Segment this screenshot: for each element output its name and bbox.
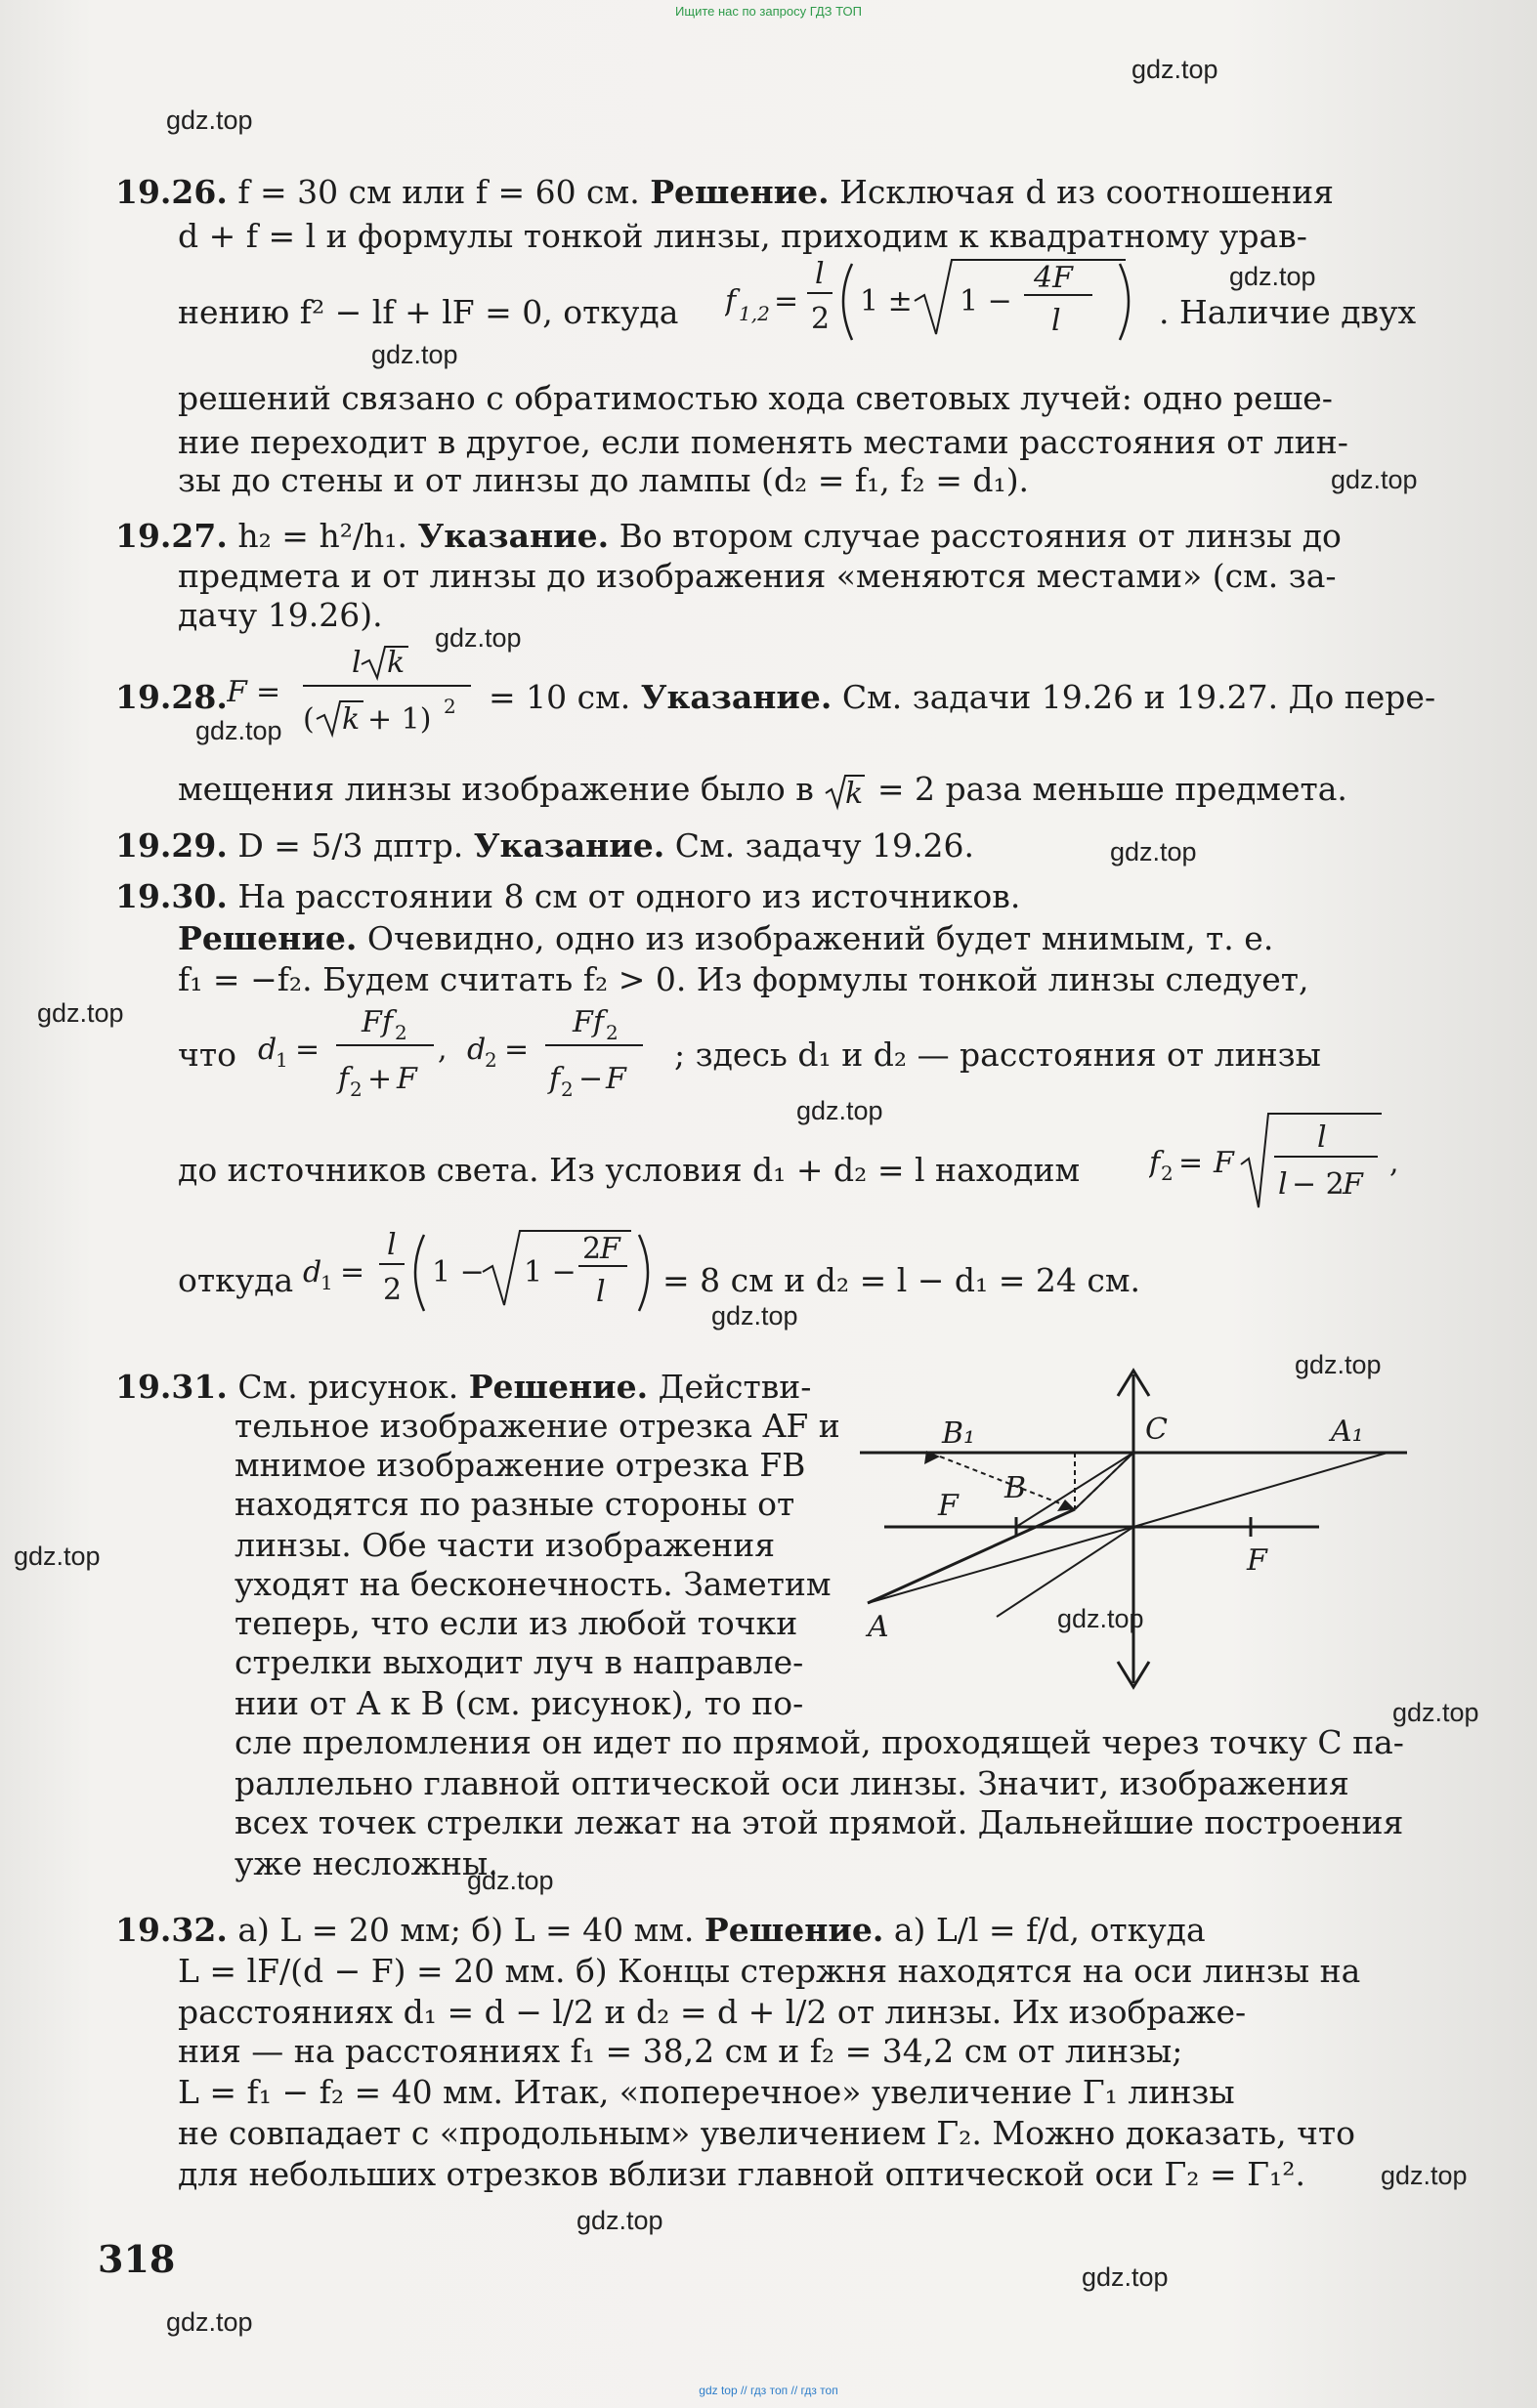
problem-19-27-line-1	[115, 517, 1342, 556]
top-banner[interactable]: Ищите нас по запросу ГДЗ ТОП	[675, 4, 862, 19]
problem-19-26-line-2: d + f = l и формулы тонкой линзы, приходим к квадратному урав-	[178, 217, 1307, 255]
watermark: gdz.top	[1392, 1698, 1479, 1727]
formula-glyph: =	[1178, 1146, 1204, 1180]
problem-19-26-line-3a: нению f² − lf + lF = 0, откуда	[178, 293, 679, 331]
formula-glyph: 2	[444, 695, 456, 718]
watermark: gdz.top	[37, 998, 124, 1028]
formula-glyph: F	[1343, 1167, 1363, 1202]
problem-19-32-line-1: L = lF/(d − F) = 20 мм. б) Концы стержня находятся на оси линзы на	[178, 1952, 1361, 1990]
problem-19-31-line-2: тельное изображение отрезка AF и	[235, 1407, 840, 1445]
formula-glyph: 2	[606, 1021, 619, 1044]
formula-glyph: F	[227, 675, 247, 709]
figure-lens-diagram	[840, 1363, 1427, 1695]
problem-19-31-line-0	[115, 1368, 811, 1407]
formula-glyph: 2	[811, 302, 831, 336]
problem-19-28-line-1	[489, 678, 1435, 717]
ray-line	[1133, 1453, 1388, 1527]
hint-label: Указание.	[640, 678, 833, 716]
formula-glyph: 1,2	[739, 302, 770, 325]
text: См. рисунок.	[237, 1368, 459, 1406]
text: Очевидно, одно из изображений будет мнимым, т. е.	[366, 919, 1274, 957]
formula-glyph: F	[1214, 1146, 1234, 1180]
problem-19-30-line-1	[178, 919, 1273, 958]
paren-right	[1120, 264, 1129, 340]
problem-19-31-line-5: линзы. Обе части изображения	[235, 1526, 776, 1564]
problem-19-31-line-13: уже несложны.	[235, 1844, 498, 1882]
watermark: gdz.top	[576, 2206, 663, 2235]
watermark: gdz.top	[195, 716, 282, 745]
formula-glyph: Ff	[362, 1005, 393, 1039]
formula-glyph: k	[342, 702, 361, 737]
problem-19-32-line-0	[115, 1911, 1206, 1950]
page-number: 318	[98, 2237, 176, 2281]
problem-19-30-line-5a: откуда	[178, 1261, 294, 1299]
watermark: gdz.top	[796, 1096, 883, 1125]
formula-glyph: 1	[276, 1048, 288, 1072]
formula-glyph: 2	[395, 1021, 407, 1044]
formula-glyph: ,	[1389, 1146, 1399, 1180]
problem-19-28-number	[115, 678, 228, 717]
formula-glyph: − 2	[1292, 1167, 1345, 1202]
equation: = 10 см.	[489, 678, 631, 716]
bottom-banner[interactable]: gdz top // гдз топ // гдз топ	[699, 2384, 838, 2397]
watermark: gdz.top	[1110, 837, 1197, 866]
formula-glyph: + 1)	[367, 702, 432, 737]
problem-number: 19.27.	[115, 517, 228, 555]
label-B: B	[1004, 1471, 1027, 1505]
problem-19-31-line-7: теперь, что если из любой точки	[235, 1604, 798, 1642]
lens-diagram-svg	[840, 1363, 1427, 1695]
problem-19-27-line-3: дачу 19.26).	[178, 596, 383, 634]
label-B1: B₁	[942, 1416, 976, 1451]
formula-glyph: k	[387, 646, 406, 680]
problem-19-30-line-3b: ; здесь d₁ и d₂ — расстояния от линзы	[674, 1035, 1321, 1074]
formula-glyph: f	[725, 284, 737, 318]
formula-glyph: 2	[561, 1077, 574, 1101]
text: Действи-	[658, 1368, 812, 1406]
problem-19-30-line-2: f₁ = −f₂. Будем считать f₂ > 0. Из формулы тонкой линзы следует,	[178, 960, 1309, 998]
formula-glyph: 1 −	[432, 1255, 485, 1289]
formula-glyph: 4F	[1034, 261, 1073, 295]
watermark: gdz.top	[1082, 2262, 1169, 2292]
label-C: C	[1145, 1413, 1168, 1447]
sqrt-k	[824, 772, 867, 811]
label-A: A	[868, 1610, 889, 1644]
label-F-left: F	[938, 1489, 959, 1523]
formula-glyph: l	[387, 1228, 397, 1262]
problem-number: 19.26.	[115, 173, 228, 211]
problem-19-31-line-6: уходят на бесконечность. Заметим	[235, 1565, 832, 1603]
paren-right	[639, 1235, 648, 1311]
hint-label: Указание.	[417, 517, 610, 555]
problem-19-26-line-6: зы до стены и от линзы до лампы (d₂ = f₁, f₂ = d₁).	[178, 461, 1030, 499]
formula-glyph: F	[600, 1232, 620, 1266]
problem-19-26-line-5: ние переходит в другое, если поменять местами расстояния от лин-	[178, 423, 1348, 461]
formula-glyph: (	[303, 702, 315, 737]
label-A1: A₁	[1331, 1415, 1364, 1449]
problem-19-26-line-1	[115, 173, 1334, 212]
formula-glyph: 1 ±	[860, 284, 913, 318]
text: На расстоянии 8 см от одного из источников.	[237, 877, 1021, 915]
formula-glyph: f	[549, 1062, 561, 1096]
solution-label: Решение.	[704, 1911, 884, 1949]
problem-19-31-line-8: стрелки выходит луч в направле-	[235, 1643, 804, 1681]
problem-19-30-line-0	[115, 877, 1020, 916]
watermark: gdz.top	[166, 106, 253, 135]
problem-19-31-line-3: мнимое изображение отрезка FB	[235, 1446, 806, 1484]
text: Исключая d из соотношения	[839, 173, 1334, 211]
problem-19-27-line-2: предмета и от линзы до изображения «меняются местами» (см. за-	[178, 557, 1337, 595]
hint-label: Указание.	[473, 826, 665, 865]
formula-glyph: l	[596, 1275, 606, 1309]
formula-glyph: 1	[320, 1271, 333, 1294]
problem-19-31-line-10: сле преломления он идет по прямой, проходящей через точку C па-	[235, 1723, 1404, 1761]
formula-d1-svg	[303, 1221, 664, 1329]
formula-glyph: l	[1317, 1120, 1327, 1155]
watermark: gdz.top	[435, 623, 522, 653]
problem-19-32-line-6: для небольших отрезков вблизи главной оптической оси Γ₂ = Γ₁².	[178, 2155, 1305, 2193]
arrowhead	[1057, 1500, 1075, 1511]
formula-d1d2-svg	[252, 1000, 682, 1108]
formula-glyph: ,	[438, 1033, 448, 1067]
problem-19-31-line-9: нии от A к B (см. рисунок), то по-	[235, 1684, 804, 1722]
watermark: gdz.top	[1381, 2161, 1468, 2190]
ray-line	[1075, 1453, 1133, 1509]
solution-label: Решение.	[650, 173, 830, 211]
watermark: gdz.top	[1229, 262, 1316, 291]
formula-glyph: 1 −	[960, 284, 1012, 318]
formula-glyph: f	[338, 1062, 350, 1096]
formula-f12	[725, 252, 1174, 350]
formula-glyph: F	[397, 1062, 417, 1096]
watermark: gdz.top	[371, 340, 458, 369]
paren-left	[843, 264, 852, 340]
paren-left	[415, 1235, 424, 1311]
watermark: gdz.top	[1131, 55, 1218, 84]
text: = 2 раза меньше предмета.	[876, 770, 1347, 808]
formula-glyph: 2	[383, 1273, 403, 1307]
problem-number: 19.28.	[115, 678, 228, 716]
formula-glyph: =	[295, 1033, 320, 1067]
watermark: gdz.top	[711, 1301, 798, 1331]
problem-19-30-line-3a: что	[178, 1035, 236, 1074]
text: См. задачи 19.26 и 19.27. До пере-	[841, 678, 1436, 716]
text: См. задачу 19.26.	[674, 826, 975, 865]
watermark: gdz.top	[14, 1542, 101, 1571]
formula-glyph: k	[845, 777, 864, 811]
watermark: gdz.top	[166, 2307, 253, 2337]
formula-glyph: 2	[582, 1232, 602, 1266]
formula-glyph: f	[1149, 1146, 1161, 1180]
sqrt-sign	[915, 260, 1126, 334]
watermark: gdz.top	[1331, 465, 1418, 494]
formula-glyph: l	[1051, 304, 1061, 338]
problem-19-32-line-5: не совпадает с «продольным» увеличением Γ₂. Можно доказать, что	[178, 2114, 1356, 2152]
problem-number: 19.29.	[115, 826, 228, 865]
formula-glyph: d	[303, 1255, 322, 1289]
formula-glyph: l	[815, 257, 825, 291]
answer: D = 5/3 дптр.	[237, 826, 464, 865]
problem-19-32-line-2: расстояниях d₁ = d − l/2 и d₂ = d + l/2 от линзы. Их изображе-	[178, 1993, 1247, 2031]
watermark: gdz.top	[467, 1866, 554, 1895]
formula-glyph: l	[352, 646, 362, 680]
answer: f = 30 см или f = 60 см.	[237, 173, 640, 211]
problem-number: 19.31.	[115, 1368, 228, 1406]
problem-19-30-line-5b: = 8 см и d₂ = l − d₁ = 24 см.	[662, 1261, 1141, 1299]
object-arrow	[868, 1509, 1075, 1603]
formula-d1-d2	[252, 1000, 682, 1108]
problem-number: 19.30.	[115, 877, 228, 915]
problem-19-32-line-4: L = f₁ − f₂ = 40 мм. Итак, «поперечное» увеличение Γ₁ линзы	[178, 2073, 1235, 2111]
formula-glyph: F	[606, 1062, 626, 1096]
formula-glyph: =	[340, 1255, 365, 1289]
solution-label: Решение.	[468, 1368, 649, 1406]
formula-glyph: =	[256, 675, 281, 709]
formula-f2	[1149, 1106, 1403, 1213]
watermark: gdz.top	[1295, 1350, 1382, 1379]
problem-19-30-line-4a: до источников света. Из условия d₁ + d₂ = l находим	[178, 1151, 1081, 1189]
formula-glyph: 1 −	[524, 1255, 576, 1289]
formula-glyph: =	[504, 1033, 530, 1067]
formula-glyph: l	[1278, 1167, 1288, 1202]
problem-19-29-line-1	[115, 826, 974, 866]
formula-glyph: d	[258, 1033, 278, 1067]
ray-line	[997, 1527, 1133, 1617]
watermark: gdz.top	[1057, 1604, 1144, 1633]
answer: а) L = 20 мм; б) L = 40 мм.	[237, 1911, 695, 1949]
formula-d1	[303, 1221, 664, 1329]
problem-number: 19.32.	[115, 1911, 228, 1949]
label-F-right: F	[1247, 1543, 1267, 1578]
formula-glyph: 2	[485, 1048, 497, 1072]
problem-19-31-line-11: раллельно главной оптической оси линзы. Значит, изображения	[235, 1764, 1349, 1802]
ray-line	[868, 1527, 1133, 1603]
formula-glyph: =	[774, 284, 799, 318]
answer: h₂ = h²/h₁.	[237, 517, 408, 555]
problem-19-31-line-12: всех точек стрелки лежат на этой прямой. Дальнейшие построения	[235, 1803, 1404, 1841]
text: мещения линзы изображение было в	[178, 770, 814, 808]
formula-glyph: d	[467, 1033, 487, 1067]
problem-19-31-line-4: находятся по разные стороны от	[235, 1485, 795, 1523]
formula-F-1928	[227, 641, 481, 748]
problem-19-28-line-2	[178, 770, 1347, 811]
problem-19-32-line-3: ния — на расстояниях f₁ = 38,2 см и f₂ = 34,2 см от линзы;	[178, 2032, 1183, 2070]
formula-glyph: 2	[1161, 1162, 1174, 1185]
text: Во втором случае расстояния от линзы до	[619, 517, 1342, 555]
formula-glyph: Ff	[573, 1005, 604, 1039]
formula-f2-svg	[1149, 1106, 1403, 1213]
problem-19-26-line-4: решений связано с обратимостью хода световых лучей: одно реше-	[178, 379, 1333, 417]
formula-glyph: +	[367, 1062, 393, 1096]
formula-glyph: 2	[350, 1077, 363, 1101]
formula-f12-svg	[725, 252, 1174, 350]
formula-glyph: −	[578, 1062, 604, 1096]
solution-label: Решение.	[178, 919, 358, 957]
problem-19-26-line-3b: . Наличие двух	[1159, 293, 1417, 331]
text: а) L/l = f/d, откуда	[893, 1911, 1206, 1949]
formula-1928-svg	[227, 641, 481, 748]
